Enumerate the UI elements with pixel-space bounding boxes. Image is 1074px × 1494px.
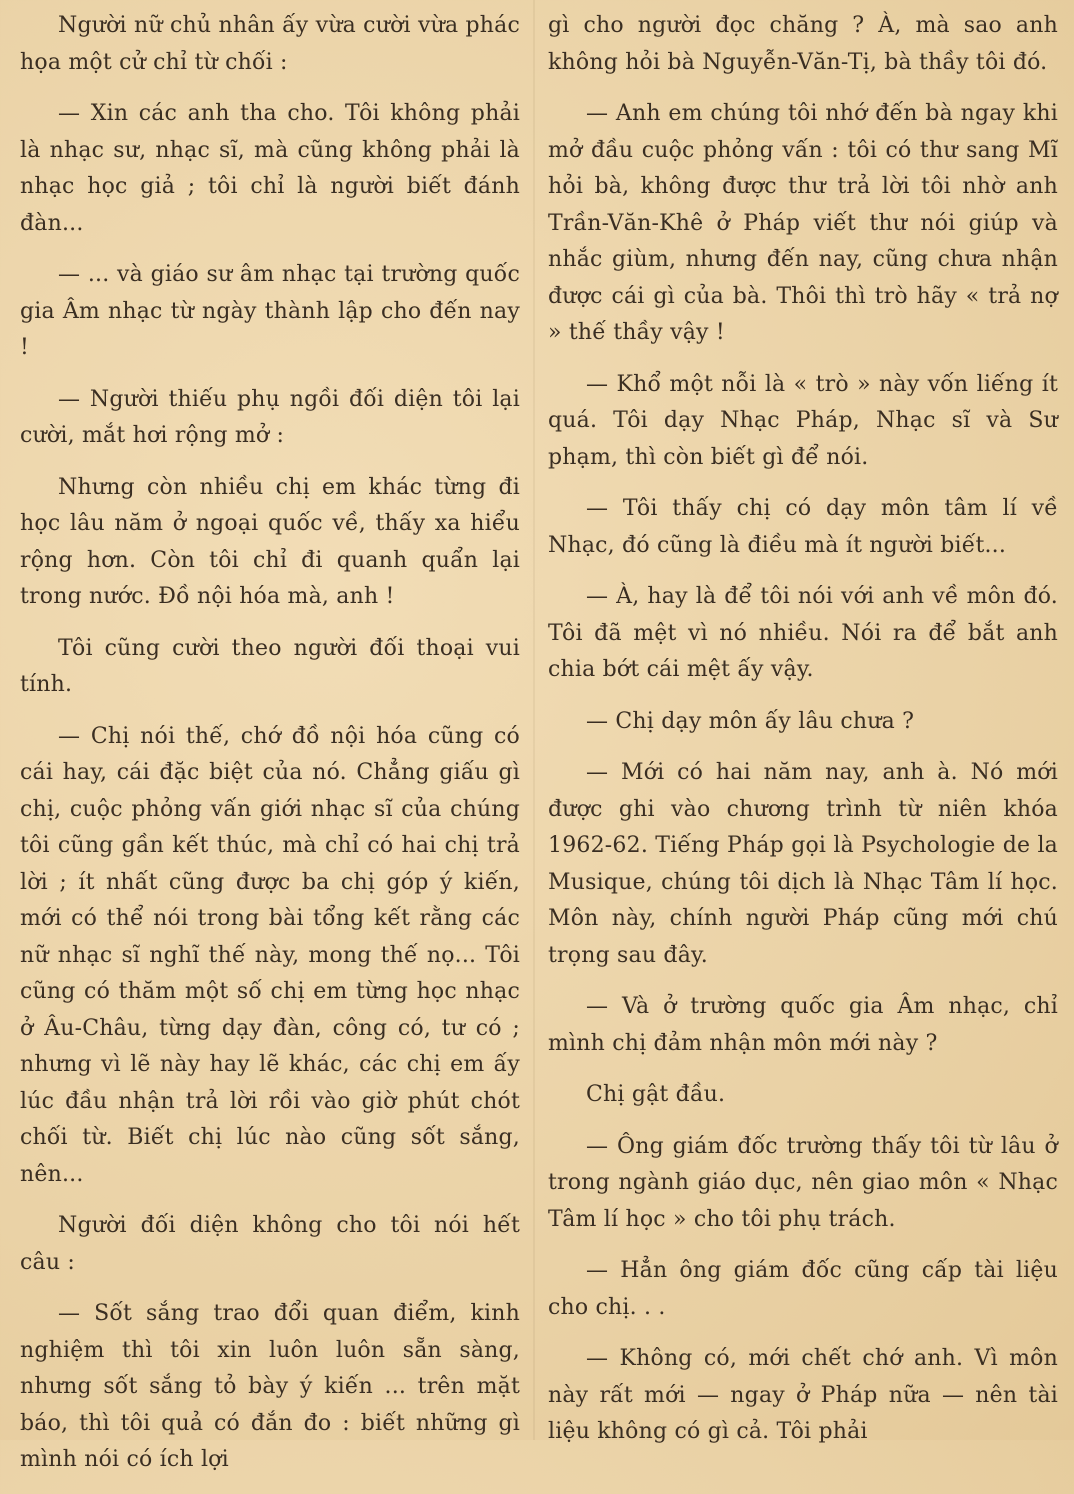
paragraph: — Khổ một nỗi là « trò » này vốn liếng ít quá. Tôi dạy Nhạc Pháp, Nhạc sĩ và Sư phạm, thì còn biết gì để nói. xyxy=(548,371,1058,470)
paragraph: — Anh em chúng tôi nhớ đến bà ngay khi mở đầu cuộc phỏng vấn : tôi có thư sang Mĩ hỏi bà, không được thư trả lời tôi nhờ anh Trần-Văn-Khê ở Pháp viết thư nói giúp và nhắc giùm, nhưng đến nay, cũng chưa nhận được cái gì của bà. Thôi thì trò hãy « trả nợ » thế thầy vậy ! xyxy=(548,101,1058,345)
paragraph: — ... và giáo sư âm nhạc tại trường quốc gia Âm nhạc từ ngày thành lập cho đến nay ! xyxy=(20,262,520,360)
paragraph: — Hẳn ông giám đốc cũng cấp tài liệu cho chị. . . xyxy=(548,1258,1058,1320)
paragraph: — Mới có hai năm nay, anh à. Nó mới được ghi vào chương trình từ niên khóa 1962-62. Tiếng Pháp gọi là Psychologie de la Musique, chúng tôi dịch là Nhạc Tâm lí học. Môn này, chính người Pháp cũng mới chú trọng sau đây. xyxy=(548,760,1058,968)
paragraph: Tôi cũng cười theo người đối thoại vui tính. xyxy=(20,635,520,697)
paragraph: — À, hay là để tôi nói với anh về môn đó. Tôi đã mệt vì nó nhiều. Nói ra để bắt anh chia bớt cái mệt ấy vậy. xyxy=(548,584,1058,682)
paragraph: Chị gật đầu. xyxy=(586,1082,726,1107)
paragraph: — Và ở trường quốc gia Âm nhạc, chỉ mình chị đảm nhận môn mới này ? xyxy=(548,994,1058,1056)
paragraph: — Không có, mới chết chớ anh. Vì môn này rất mới — ngay ở Pháp nữa — nên tài liệu không có gì cả. Tôi phải xyxy=(548,1346,1058,1444)
paragraph: — Sốt sắng trao đổi quan điểm, kinh nghiệm thì tôi xin luôn luôn sẵn sàng, nhưng sốt sắng tỏ bày ý kiến ... trên mặt báo, thì tôi quả có đắn đo : biết những gì mình nói có ích lợi xyxy=(20,1301,520,1472)
paragraph: — Tôi thấy chị có dạy môn tâm lí về Nhạc, đó cũng là điều mà ít người biết... xyxy=(548,496,1058,558)
paragraph: gì cho người đọc chăng ? À, mà sao anh không hỏi bà Nguyễn-Văn-Tị, bà thầy tôi đó. xyxy=(548,13,1058,75)
paragraph: Nhưng còn nhiều chị em khác từng đi học lâu năm ở ngoại quốc về, thấy xa hiểu rộng hơn. Còn tôi chỉ đi quanh quẩn lại trong nước. Đồ nội hóa mà, anh ! xyxy=(20,474,520,609)
paragraph: — Người thiếu phụ ngồi đối diện tôi lại cười, mắt hơi rộng mở : xyxy=(20,386,520,448)
paragraph: — Chị nói thế, chớ đồ nội hóa cũng có cái hay, cái đặc biệt của nó. Chẳng giấu gì chị, cuộc phỏng vấn giới nhạc sĩ của chúng tôi cũng gần kết thúc, mà chỉ có hai chị trả lời ; ít nhất cũng được ba chị góp ý kiến, mới có thể nói trong bài tổng kết rằng các nữ nhạc sĩ nghĩ thế này, mong thế nọ... Tôi cũng có thăm một số chị em từng học nhạc ở Âu-Châu, từng dạy đàn, công có, tư có ; nhưng vì lẽ này hay lẽ khác, các chị em ấy lúc đầu nhận trả lời rồi vào giờ phút chót chối từ. Biết chị lúc nào cũng sốt sắng, nên... xyxy=(20,723,520,1187)
paragraph: — Chị dạy môn ấy lâu chưa ? xyxy=(586,708,915,734)
paragraph: Người nữ chủ nhân ấy vừa cười vừa phác họa một cử chỉ từ chối : xyxy=(20,13,520,75)
right-column xyxy=(548,0,1058,1466)
paragraph: — Ông giám đốc trường thấy tôi từ lâu ở trong ngành giáo dục, nên giao môn « Nhạc Tâm lí học » cho tôi phụ trách. xyxy=(548,1133,1058,1232)
paragraph: Người đối diện không cho tôi nói hết câu : xyxy=(20,1213,520,1275)
column-gutter xyxy=(533,0,535,1440)
left-column xyxy=(20,0,520,1494)
paragraph: — Xin các anh tha cho. Tôi không phải là nhạc sư, nhạc sĩ, mà cũng không phải là nhạc học giả ; tôi chỉ là người biết đánh đàn... xyxy=(20,101,520,236)
